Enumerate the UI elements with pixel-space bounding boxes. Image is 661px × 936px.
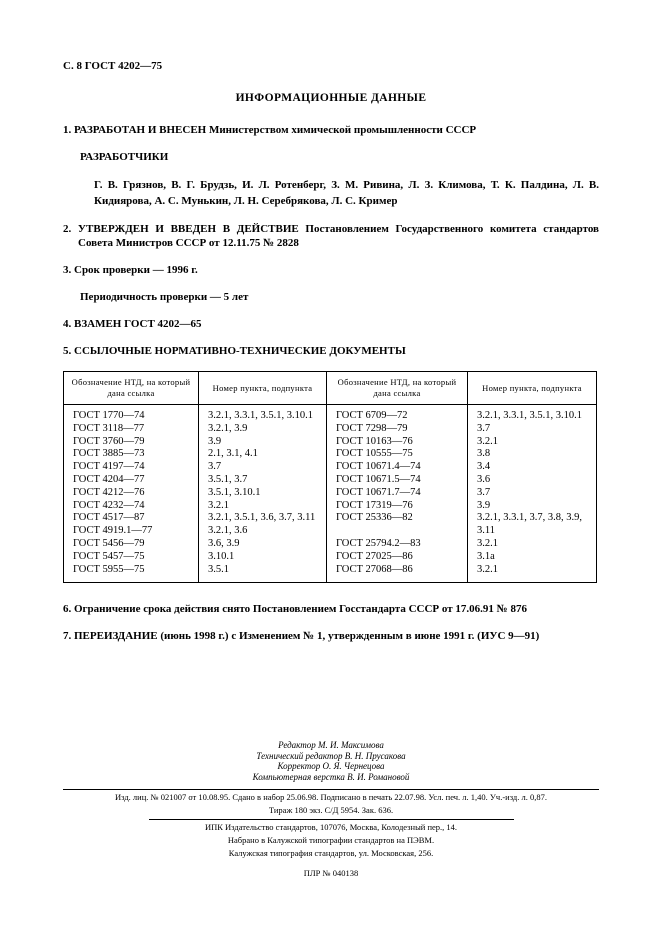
clause-numbers-cell: 3.2.1 <box>468 538 597 551</box>
table-row <box>64 525 597 538</box>
credits-block <box>63 740 599 782</box>
clause-numbers-cell: 3.2.1 <box>468 436 597 449</box>
clause-numbers-cell: 3.2.1, 3.9 <box>199 423 327 436</box>
imprint-line-2: Тираж 180 экз. С/Д 5954. Зак. 636. <box>268 805 394 815</box>
developers-heading: РАЗРАБОТЧИКИ <box>80 151 169 163</box>
gost-ref-cell: ГОСТ 1770—74 <box>64 405 199 423</box>
section-7-reissue: 7. ПЕРЕИЗДАНИЕ (июнь 1998 г.) с Изменением № 1, утвержденным в июне 1991 г. (ИУС 9—91) <box>63 630 540 643</box>
clause-numbers-cell: 3.7 <box>199 461 327 474</box>
gost-ref-cell: ГОСТ 25336—82 <box>327 512 468 525</box>
table-row <box>64 538 597 551</box>
clause-numbers-cell: 3.2.1, 3.3.1, 3.5.1, 3.10.1 <box>199 405 327 423</box>
clause-numbers-cell: 3.2.1, 3.3.1, 3.5.1, 3.10.1 <box>468 405 597 423</box>
credit-editor: Редактор М. И. Максимова <box>278 740 384 750</box>
clause-numbers-cell: 3.6, 3.9 <box>199 538 327 551</box>
table-header-ntd-left: Обозначение НТД, на который дана ссылка <box>64 372 199 405</box>
table-row <box>64 405 597 423</box>
gost-ref-cell: ГОСТ 10671.4—74 <box>327 461 468 474</box>
clause-numbers-cell: 3.2.1, 3.3.1, 3.7, 3.8, 3.9, <box>468 512 597 525</box>
gost-ref-cell: ГОСТ 3760—79 <box>64 436 199 449</box>
gost-ref-cell: ГОСТ 5955—75 <box>64 564 199 583</box>
developers-list: Г. В. Грязнов, В. Г. Брудзь, И. Л. Ротенберг, З. М. Ривина, Л. З. Климова, Т. К. Палдина, Л. В. Кидиярова, А. С. Мунькин, Л. Н. Серебрякова, Л. С. Кример <box>94 179 599 207</box>
credit-technical-editor: Технический редактор В. Н. Прусакова <box>256 750 406 761</box>
clause-numbers-cell: 3.1а <box>468 551 597 564</box>
gost-ref-cell: ГОСТ 17319—76 <box>327 500 468 513</box>
clause-numbers-cell: 3.5.1, 3.10.1 <box>199 487 327 500</box>
table-header-ntd-right: Обозначение НТД, на который дана ссылка <box>327 372 468 405</box>
clause-numbers-cell: 3.7 <box>468 423 597 436</box>
publisher-line-2: Набрано в Калужской типографии стандартов на ПЭВМ. <box>227 835 435 845</box>
clause-numbers-cell: 3.2.1 <box>199 500 327 513</box>
gost-ref-cell: ГОСТ 4197—74 <box>64 461 199 474</box>
section-1-developed-by: 1. РАЗРАБОТАН И ВНЕСЕН Министерством химической промышленности СССР <box>63 124 477 136</box>
gost-ref-cell: ГОСТ 5457—75 <box>64 551 199 564</box>
references-table <box>63 371 597 583</box>
gost-ref-cell: ГОСТ 4204—77 <box>64 474 199 487</box>
gost-ref-cell: ГОСТ 7298—79 <box>327 423 468 436</box>
clause-numbers-cell: 3.9 <box>199 436 327 449</box>
section-3-review-term: 3. Срок проверки — 1996 г. <box>63 264 198 276</box>
table-row <box>64 448 597 461</box>
gost-ref-cell: ГОСТ 4232—74 <box>64 500 199 513</box>
table-row <box>64 564 597 583</box>
gost-ref-cell: ГОСТ 4919.1—77 <box>64 525 199 538</box>
table-row <box>64 487 597 500</box>
references-table-body <box>64 405 597 583</box>
credit-proofreader: Корректор О. Я. Чернецова <box>277 761 385 771</box>
clause-numbers-cell: 3.6 <box>468 474 597 487</box>
section-3-periodicity: Периодичность проверки — 5 лет <box>80 291 249 303</box>
gost-ref-cell: ГОСТ 6709—72 <box>327 405 468 423</box>
document-page <box>63 60 599 656</box>
gost-ref-cell: ГОСТ 10555—75 <box>327 448 468 461</box>
gost-ref-cell <box>327 525 468 538</box>
clause-numbers-cell: 2.1, 3.1, 4.1 <box>199 448 327 461</box>
gost-ref-cell: ГОСТ 10671.5—74 <box>327 474 468 487</box>
document-title: ИНФОРМАЦИОННЫЕ ДАННЫЕ <box>235 92 427 104</box>
separator-rule-bottom <box>149 819 514 820</box>
table-row <box>64 551 597 564</box>
section-2-approved: 2. УТВЕРЖДЕН И ВВЕДЕН В ДЕЙСТВИЕ Постановлением Государственного комитета стандартов Совета Министров СССР от 12.11.75 № 2828 <box>63 223 599 249</box>
publisher-line-1: ИПК Издательство стандартов, 107076, Москва, Колодезный пер., 14. <box>204 822 458 832</box>
clause-numbers-cell: 3.9 <box>468 500 597 513</box>
plr-number: ПЛР № 040138 <box>303 868 359 878</box>
clause-numbers-cell: 3.5.1 <box>199 564 327 583</box>
section-4-replaces: 4. ВЗАМЕН ГОСТ 4202—65 <box>63 318 202 330</box>
section-5-references-heading: 5. ССЫЛОЧНЫЕ НОРМАТИВНО-ТЕХНИЧЕСКИЕ ДОКУМЕНТЫ <box>63 345 406 357</box>
running-head: С. 8 ГОСТ 4202—75 <box>63 60 163 72</box>
publisher-line-3: Калужская типография стандартов, ул. Московская, 256. <box>228 848 434 858</box>
clause-numbers-cell: 3.2.1, 3.5.1, 3.6, 3.7, 3.11 <box>199 512 327 525</box>
imprint-footer <box>63 740 599 879</box>
clause-numbers-cell: 3.7 <box>468 487 597 500</box>
clause-numbers-cell: 3.4 <box>468 461 597 474</box>
table-row <box>64 512 597 525</box>
gost-ref-cell: ГОСТ 3885—73 <box>64 448 199 461</box>
credit-layout: Компьютерная верстка В. И. Романовой <box>252 771 410 782</box>
gost-ref-cell: ГОСТ 10671.7—74 <box>327 487 468 500</box>
table-row <box>64 436 597 449</box>
separator-rule-top <box>63 789 599 790</box>
imprint-line-1: Изд. лиц. № 021007 от 10.08.95. Сдано в набор 25.06.98. Подписано в печать 22.07.98. Усл. печ. л. 1,40. Уч.-изд. л. 0,87. <box>115 792 547 802</box>
gost-ref-cell: ГОСТ 27025—86 <box>327 551 468 564</box>
gost-ref-cell: ГОСТ 4517—87 <box>64 512 199 525</box>
section-6-validity-limit: 6. Ограничение срока действия снято Постановлением Госстандарта СССР от 17.06.91 № 876 <box>63 603 527 616</box>
clause-numbers-cell: 3.10.1 <box>199 551 327 564</box>
gost-ref-cell: ГОСТ 10163—76 <box>327 436 468 449</box>
table-row <box>64 423 597 436</box>
table-row <box>64 461 597 474</box>
references-table-header-row <box>64 372 597 405</box>
clause-numbers-cell: 3.2.1 <box>468 564 597 583</box>
table-row <box>64 500 597 513</box>
table-row <box>64 474 597 487</box>
clause-numbers-cell: 3.11 <box>468 525 597 538</box>
gost-ref-cell: ГОСТ 27068—86 <box>327 564 468 583</box>
gost-ref-cell: ГОСТ 5456—79 <box>64 538 199 551</box>
table-header-clause-left: Номер пункта, подпункта <box>199 372 327 405</box>
clause-numbers-cell: 3.2.1, 3.6 <box>199 525 327 538</box>
clause-numbers-cell: 3.8 <box>468 448 597 461</box>
gost-ref-cell: ГОСТ 3118—77 <box>64 423 199 436</box>
gost-ref-cell: ГОСТ 4212—76 <box>64 487 199 500</box>
table-header-clause-right: Номер пункта, подпункта <box>468 372 597 405</box>
clause-numbers-cell: 3.5.1, 3.7 <box>199 474 327 487</box>
gost-ref-cell: ГОСТ 25794.2—83 <box>327 538 468 551</box>
